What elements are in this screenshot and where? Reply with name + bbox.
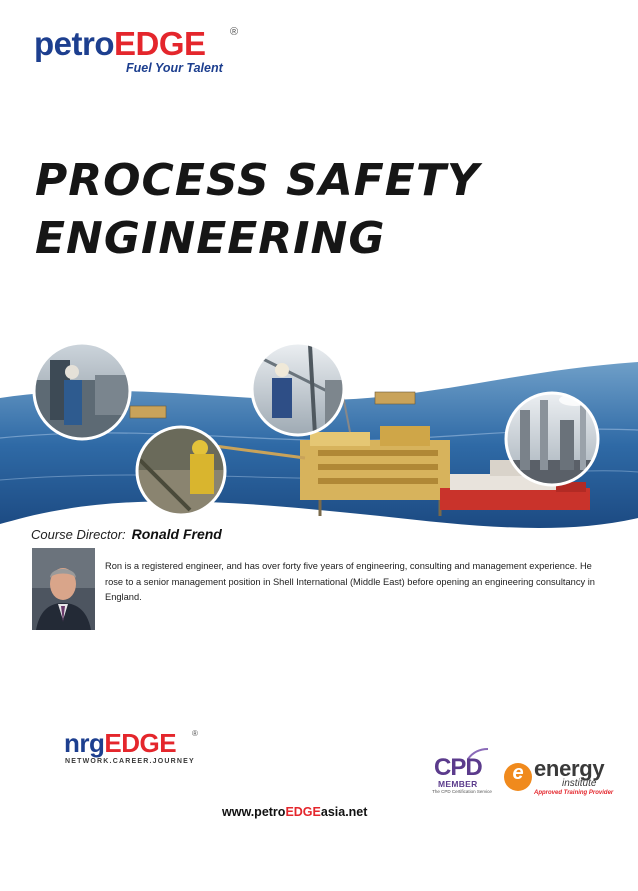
offshore-banner-image <box>0 340 638 540</box>
cpd-member-logo <box>428 748 494 804</box>
logo-edge: EDGE <box>114 25 206 62</box>
url-edge: EDGE <box>285 805 321 819</box>
url-suffix: asia.net <box>320 805 368 819</box>
director-name: Ronald Frend <box>131 526 222 542</box>
director-bio: Ron is a registered engineer, and has over forty five years of engineering, consulting and management experience. He rose to a senior management position in Shell International (Middle East) before opening an engineering consultancy in England. <box>105 561 595 602</box>
course-director <box>31 526 222 542</box>
title-line-1: PROCESS SAFETY <box>35 155 480 206</box>
title-line-2: ENGINEERING <box>35 213 386 264</box>
url-prefix: www.petro <box>222 805 286 819</box>
energy-institute-logo <box>504 756 624 800</box>
cpd-service-text: The CPD Certification Service <box>432 789 492 794</box>
registered-mark: ® <box>230 26 239 38</box>
logo-petro: petro <box>34 25 114 62</box>
website-url[interactable] <box>222 805 367 819</box>
logo-wordmark <box>34 26 206 62</box>
cpd-member-text: MEMBER <box>438 779 478 789</box>
nrgedge-logo <box>64 729 214 769</box>
nrg-text: nrg <box>64 728 105 758</box>
logo-tagline: Fuel Your Talent <box>126 61 223 75</box>
director-portrait <box>32 548 95 630</box>
energy-institute-e: e <box>512 762 524 784</box>
director-label: Course Director: <box>31 527 126 542</box>
page-title <box>35 152 480 268</box>
nrg-wordmark <box>64 729 176 757</box>
petroedge-logo <box>34 26 254 78</box>
nrg-registered-mark: ® <box>192 729 198 738</box>
cpd-text: CPD <box>434 754 482 781</box>
institute-word: institute <box>562 778 597 789</box>
nrg-tagline: NETWORK.CAREER.JOURNEY <box>65 758 195 765</box>
approved-provider-tag: Approved Training Provider <box>534 790 614 796</box>
energy-word: energy <box>534 756 605 781</box>
nrg-edge-text: EDGE <box>104 728 177 758</box>
